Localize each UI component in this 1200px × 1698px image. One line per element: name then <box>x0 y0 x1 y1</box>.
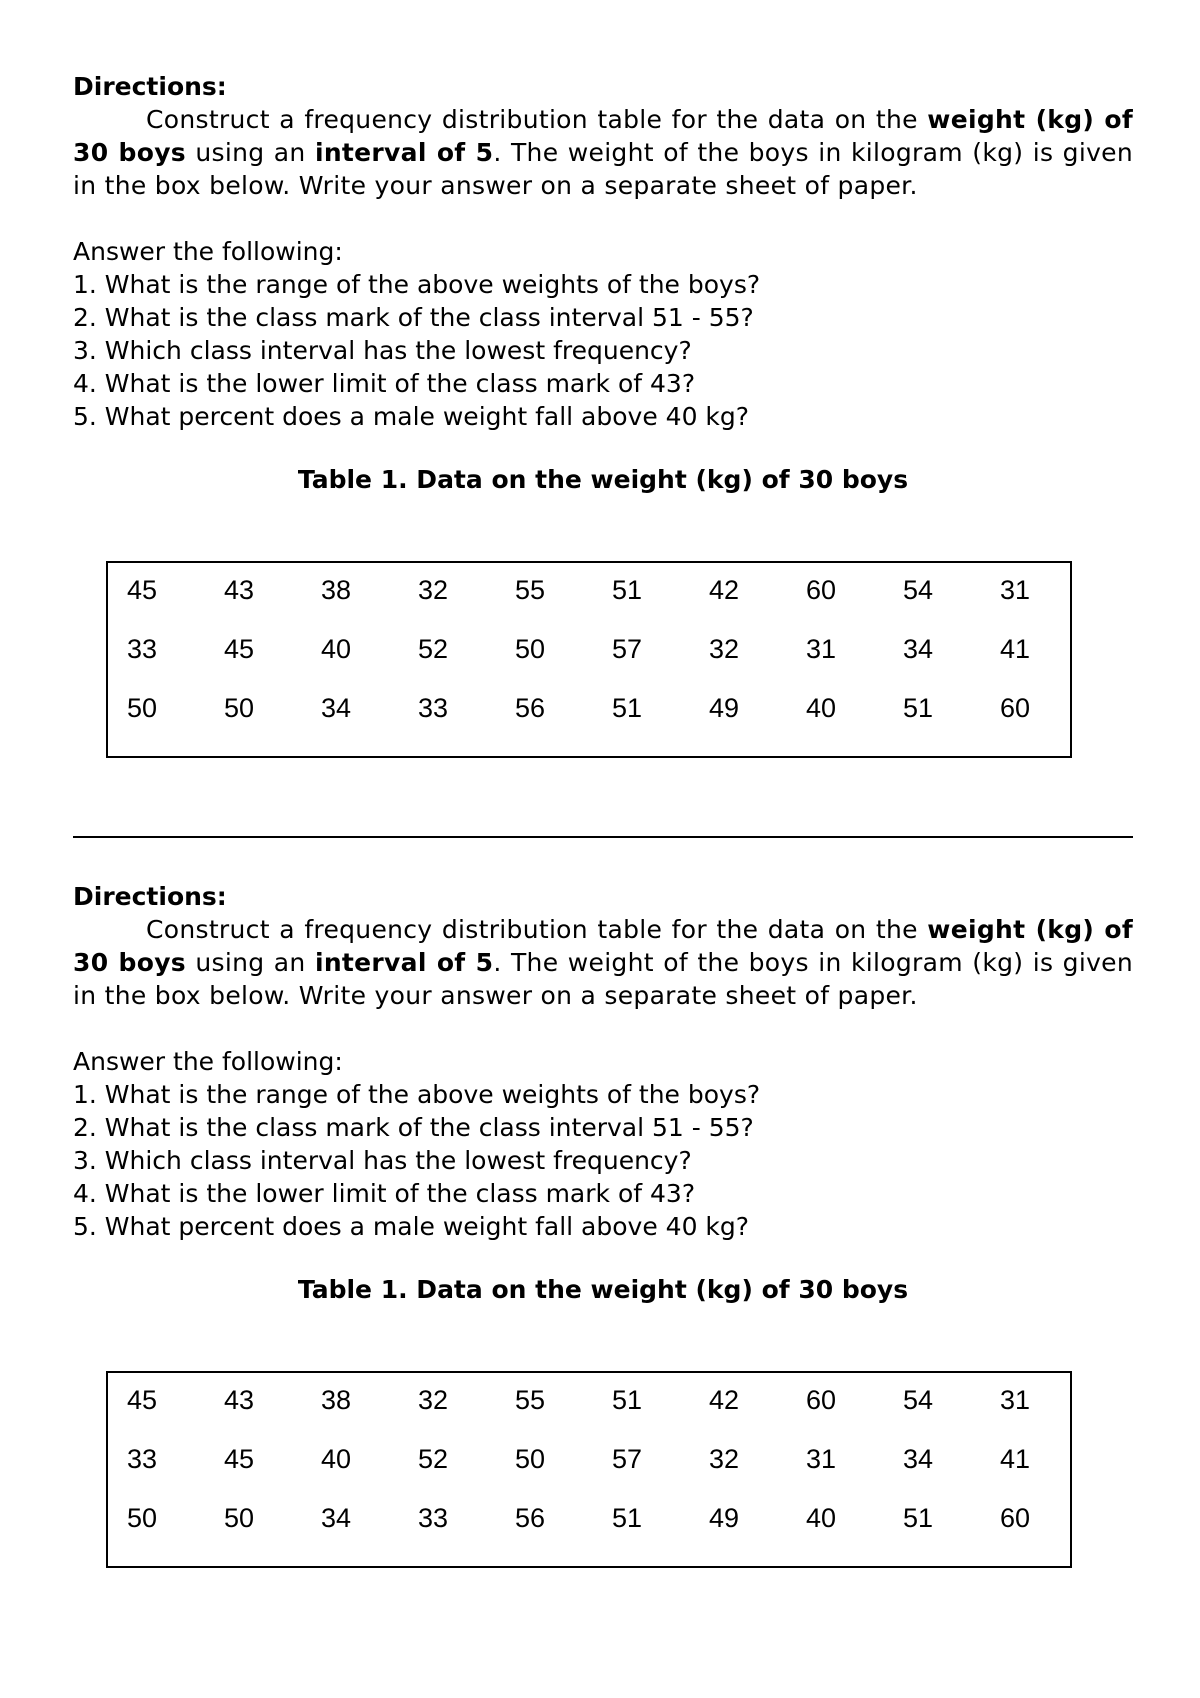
data-cell: 51 <box>612 693 643 723</box>
question-item: 1. What is the range of the above weights of the boys? <box>73 1080 761 1109</box>
data-cell: 33 <box>418 1503 449 1533</box>
data-cell: 56 <box>515 1503 546 1533</box>
data-cell: 43 <box>224 1385 255 1415</box>
data-cell: 57 <box>612 634 643 664</box>
data-cell: 38 <box>321 1385 352 1415</box>
data-cell: 42 <box>709 1385 740 1415</box>
data-cell: 31 <box>806 1444 837 1474</box>
data-cell: 31 <box>1000 575 1031 605</box>
question-item: 5. What percent does a male weight fall above 40 kg? <box>73 402 750 431</box>
data-cell: 60 <box>1000 1503 1031 1533</box>
data-row <box>108 693 1070 733</box>
question-item: 2. What is the class mark of the class interval 51 - 55? <box>73 303 754 332</box>
data-cell: 50 <box>127 693 158 723</box>
data-cell: 38 <box>321 575 352 605</box>
data-cell: 50 <box>515 634 546 664</box>
data-row <box>108 575 1070 615</box>
data-cell: 50 <box>224 1503 255 1533</box>
data-cell: 33 <box>127 1444 158 1474</box>
data-cell: 50 <box>224 693 255 723</box>
directions-bold-text: interval of 5 <box>314 138 494 167</box>
data-cell: 45 <box>127 575 158 605</box>
weight-data-box <box>106 1371 1072 1568</box>
data-cell: 32 <box>709 634 740 664</box>
data-cell: 32 <box>709 1444 740 1474</box>
data-cell: 45 <box>127 1385 158 1415</box>
directions-text: using an <box>185 138 315 167</box>
directions-text: Construct a frequency distribution table for the data on the <box>146 105 928 134</box>
directions-text: . The weight of the boys in kilogram (kg) is given in the box below. Write your answer on a separate sheet of paper. <box>73 138 1134 200</box>
question-item: 3. Which class interval has the lowest frequency? <box>73 336 692 365</box>
data-cell: 51 <box>612 1503 643 1533</box>
question-item: 4. What is the lower limit of the class mark of 43? <box>73 1179 696 1208</box>
question-item: 1. What is the range of the above weights of the boys? <box>73 270 761 299</box>
data-row <box>108 1503 1070 1543</box>
data-cell: 54 <box>903 1385 934 1415</box>
data-cell: 50 <box>127 1503 158 1533</box>
weight-data-box <box>106 561 1072 758</box>
data-cell: 31 <box>1000 1385 1031 1415</box>
data-cell: 34 <box>903 634 934 664</box>
data-cell: 60 <box>806 1385 837 1415</box>
data-cell: 42 <box>709 575 740 605</box>
data-cell: 60 <box>806 575 837 605</box>
data-cell: 51 <box>612 1385 643 1415</box>
data-cell: 43 <box>224 575 255 605</box>
data-cell: 51 <box>903 693 934 723</box>
data-cell: 55 <box>515 1385 546 1415</box>
data-cell: 40 <box>806 693 837 723</box>
data-cell: 50 <box>515 1444 546 1474</box>
data-cell: 41 <box>1000 634 1031 664</box>
data-cell: 41 <box>1000 1444 1031 1474</box>
data-cell: 34 <box>321 693 352 723</box>
data-cell: 51 <box>903 1503 934 1533</box>
answer-heading: Answer the following: <box>73 237 343 266</box>
data-row <box>108 1444 1070 1484</box>
directions-bold-text: weight (kg) of 30 boys <box>73 105 1134 167</box>
directions-bold-text: weight (kg) of 30 boys <box>73 915 1134 977</box>
data-cell: 45 <box>224 1444 255 1474</box>
data-cell: 31 <box>806 634 837 664</box>
data-cell: 32 <box>418 575 449 605</box>
data-cell: 55 <box>515 575 546 605</box>
section-divider <box>73 836 1133 838</box>
answer-heading: Answer the following: <box>73 1047 343 1076</box>
question-item: 3. Which class interval has the lowest frequency? <box>73 1146 692 1175</box>
data-cell: 34 <box>903 1444 934 1474</box>
data-cell: 40 <box>321 1444 352 1474</box>
directions-text: . The weight of the boys in kilogram (kg) is given in the box below. Write your answer on a separate sheet of paper. <box>73 948 1134 1010</box>
data-cell: 60 <box>1000 693 1031 723</box>
data-cell: 56 <box>515 693 546 723</box>
data-cell: 51 <box>612 575 643 605</box>
data-cell: 45 <box>224 634 255 664</box>
table-title: Table 1. Data on the weight (kg) of 30 boys <box>297 1275 909 1304</box>
data-row <box>108 1385 1070 1425</box>
table-title: Table 1. Data on the weight (kg) of 30 boys <box>297 465 909 494</box>
directions-heading: Directions: <box>73 882 227 911</box>
question-item: 5. What percent does a male weight fall above 40 kg? <box>73 1212 750 1241</box>
question-item: 4. What is the lower limit of the class mark of 43? <box>73 369 696 398</box>
data-cell: 49 <box>709 1503 740 1533</box>
directions-paragraph <box>73 913 1133 1012</box>
data-cell: 54 <box>903 575 934 605</box>
data-cell: 57 <box>612 1444 643 1474</box>
directions-bold-text: interval of 5 <box>314 948 494 977</box>
directions-heading: Directions: <box>73 72 227 101</box>
data-cell: 49 <box>709 693 740 723</box>
question-list <box>73 268 1133 433</box>
directions-section-1 <box>73 70 1134 723</box>
data-cell: 40 <box>806 1503 837 1533</box>
data-cell: 34 <box>321 1503 352 1533</box>
directions-text: Construct a frequency distribution table for the data on the <box>146 915 928 944</box>
directions-section-2 <box>73 880 1134 1533</box>
directions-text: using an <box>185 948 315 977</box>
data-cell: 33 <box>418 693 449 723</box>
data-cell: 32 <box>418 1385 449 1415</box>
data-cell: 33 <box>127 634 158 664</box>
question-list <box>73 1078 1133 1243</box>
directions-paragraph <box>73 103 1133 202</box>
question-item: 2. What is the class mark of the class interval 51 - 55? <box>73 1113 754 1142</box>
data-row <box>108 634 1070 674</box>
data-cell: 40 <box>321 634 352 664</box>
data-cell: 52 <box>418 1444 449 1474</box>
data-cell: 52 <box>418 634 449 664</box>
